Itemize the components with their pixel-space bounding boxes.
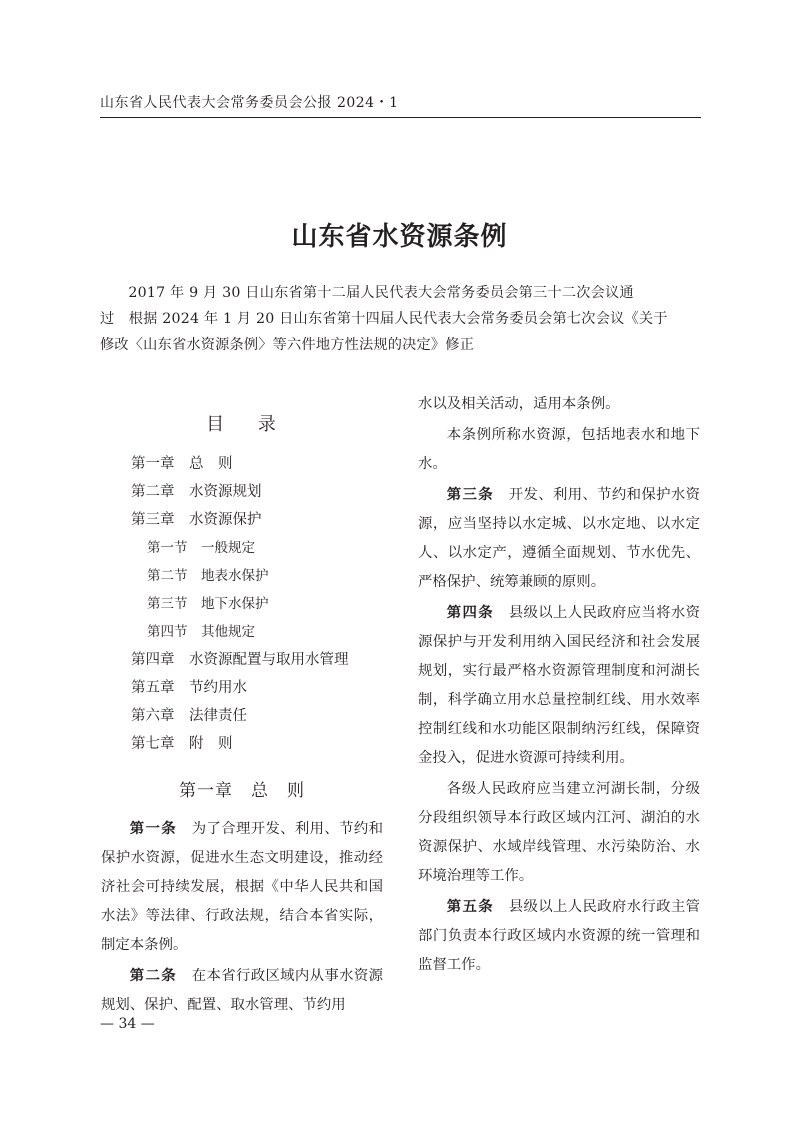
header-divider — [100, 117, 701, 118]
article-number: 第三条 — [446, 487, 495, 503]
article-text: 开发、利用、节约和保护水资源，应当坚持以水定城、以水定地、以水定人、以水定产，遵循全面规划、节水优先、严格保护、统筹兼顾的原则。 — [418, 487, 700, 590]
toc-item-section: 第二节 地表水保护 — [147, 568, 269, 584]
adoption-line: 2017 年 9 月 30 日山东省第十二届人民代表大会常务委员会第三十二次会议通 — [128, 285, 634, 301]
document-title: 山东省水资源条例 — [291, 222, 508, 252]
article-2-paragraph-2: 本条例所称水资源，包括地表水和地下水。 — [418, 427, 700, 472]
toc-item: 第六章 法律责任 — [131, 708, 247, 724]
adoption-line: 过 根据 2024 年 1 月 20 日山东省第十四届人民代表大会常务委员会第七次会议《关于 — [100, 311, 668, 327]
toc-item: 第三章 水资源保护 — [131, 512, 262, 528]
article-text: 在本省行政区域内从事水资源规划、保护、配置、取水管理、节约用 — [101, 968, 383, 1013]
right-column — [418, 390, 700, 982]
article-text: 县级以上人民政府水行政主管部门负责本行政区域内水资源的统一管理和监督工作。 — [418, 899, 700, 973]
toc-item-section: 第一节 一般规定 — [147, 540, 255, 556]
article-2 — [101, 962, 383, 1020]
left-column — [101, 400, 383, 1022]
article-text: 县级以上人民政府应当将水资源保护与开发利用纳入国民经济和社会发展规划，实行最严格水资源管理制度和河湖长制，科学确立用水总量控制红线、用水效率控制红线和水功能区限制纳污红线，保障资金投入，促进水资源可持续利用。 — [418, 605, 700, 766]
article-4-paragraph-2: 各级人民政府应当建立河湖长制，分级分段组织领导本行政区域内江河、湖泊的水资源保护、水域岸线管理、水污染防治、水环境治理等工作。 — [418, 781, 700, 884]
running-header: 山东省人民代表大会常务委员会公报 2024・1 — [100, 95, 399, 111]
toc-title: 目 录 — [206, 414, 290, 435]
chapter-heading: 第一章 总 则 — [179, 781, 305, 801]
article-number: 第一条 — [129, 821, 178, 837]
toc-item: 第七章 附 则 — [131, 736, 233, 752]
toc-item-section: 第四节 其他规定 — [147, 624, 255, 640]
article-number: 第五条 — [446, 899, 495, 915]
toc-item: 第一章 总 则 — [131, 456, 233, 472]
toc-item: 第二章 水资源规划 — [131, 484, 262, 500]
article-text: 为了合理开发、利用、节约和保护水资源，促进水生态文明建设，推动经济社会可持续发展，根据《中华人民共和国水法》等法律、行政法规，结合本省实际，制定本条例。 — [101, 821, 383, 953]
table-of-contents — [101, 450, 383, 758]
article-number: 第四条 — [446, 605, 495, 621]
toc-item: 第五章 节约用水 — [131, 680, 247, 696]
article-1 — [101, 815, 383, 960]
adoption-note — [100, 280, 700, 358]
article-5 — [418, 893, 700, 980]
article-4 — [418, 599, 700, 773]
page-number: — 34 — — [100, 1016, 155, 1032]
article-2-continued: 水以及相关活动，适用本条例。 — [418, 396, 620, 412]
adoption-line: 修改〈山东省水资源条例〉等六件地方性法规的决定》修正 — [100, 337, 475, 353]
article-3 — [418, 481, 700, 597]
toc-item-section: 第三节 地下水保护 — [147, 596, 269, 612]
article-number: 第二条 — [129, 968, 178, 984]
toc-item: 第四章 水资源配置与取用水管理 — [131, 652, 349, 668]
